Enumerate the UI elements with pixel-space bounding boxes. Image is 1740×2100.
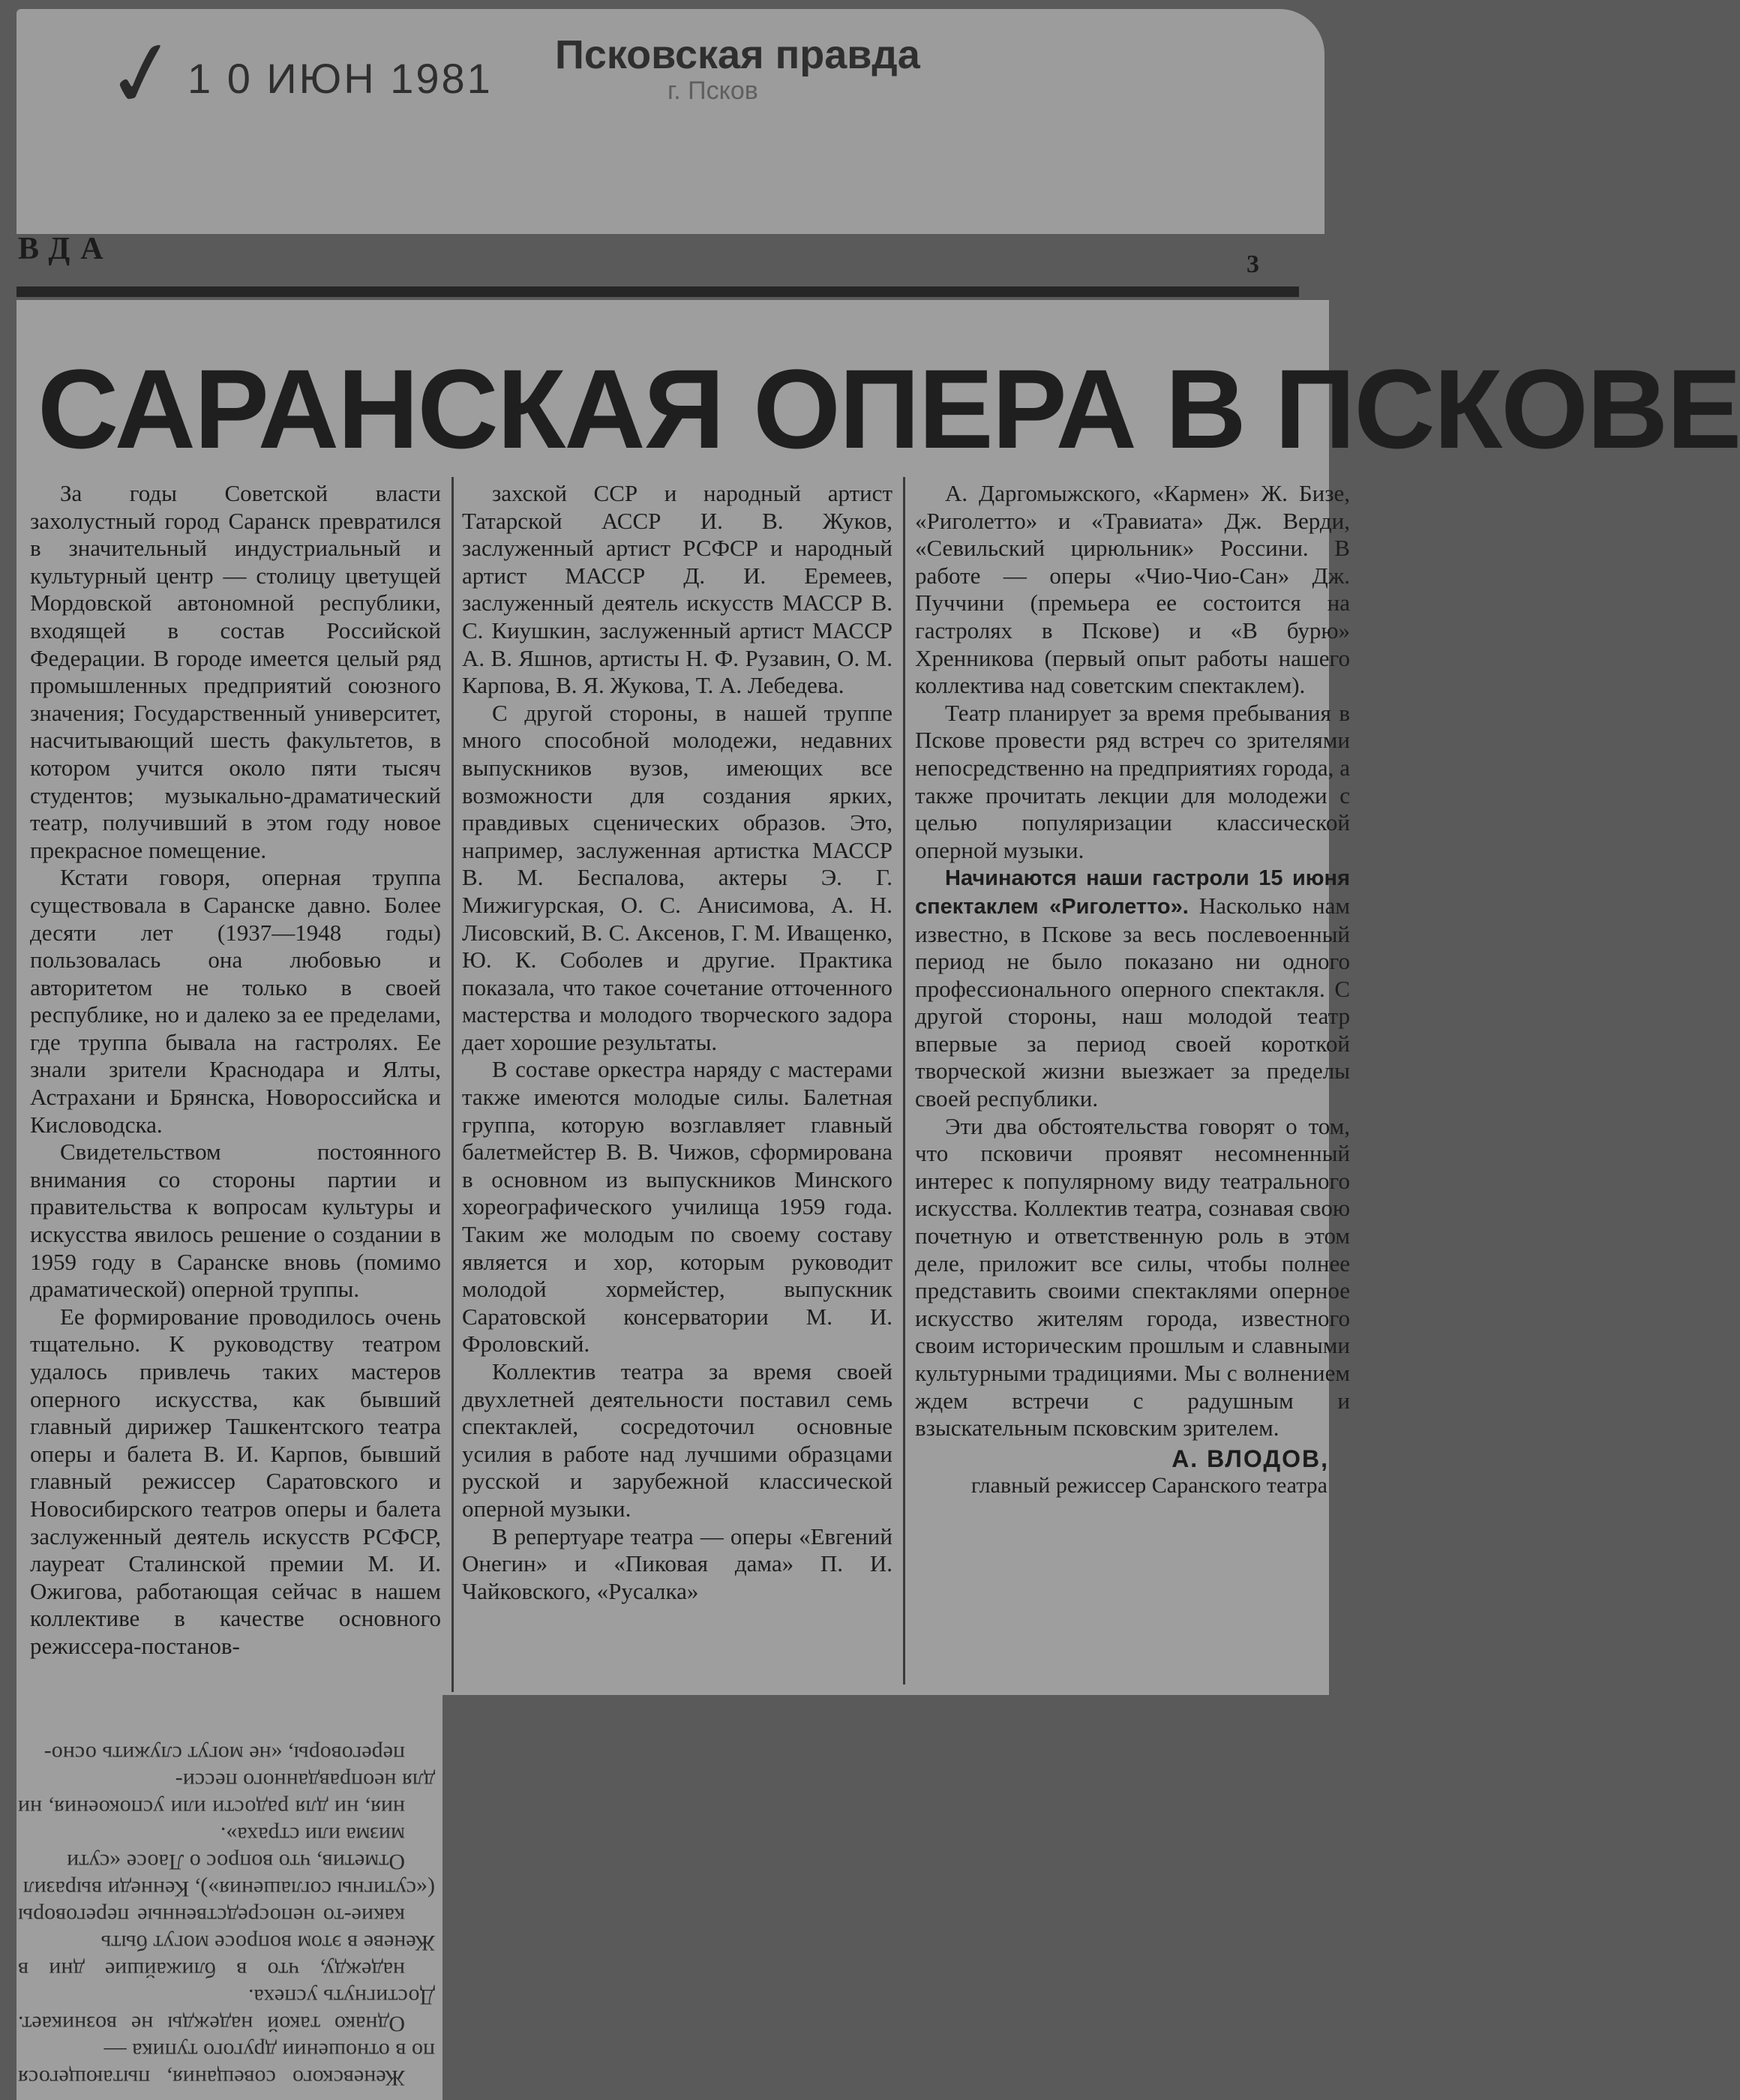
column-divider bbox=[903, 477, 905, 1684]
paragraph: Ее формирование проводилось очень тщательно. К руководству театром удалось привлечь таких мастеров оперного искусства, как бывший главный дирижер Ташкентского театра оперы и балета В. И. Карпов, бывший главный режиссер Саратовского и Новосибирского театров оперы и балета заслуженный деятель искусств РСФСР, лауреат Сталинской премии М. И. Ожигова, работающая сейчас в нашем коллективе в качестве основного режиссера-постанов- bbox=[30, 1303, 441, 1659]
bleed-line: надежду, что в ближайшие дни в Женеве в этом вопросе могут быть bbox=[18, 1930, 435, 1982]
masthead-fragment: ВДА bbox=[18, 232, 114, 266]
article-column-1 bbox=[30, 480, 441, 1660]
column-divider bbox=[452, 477, 454, 1692]
city-stamp: г. Псков bbox=[668, 76, 758, 105]
paragraph: Свидетельством постоянного внимания со стороны партии и правительства к вопросам культуры и искусства явилось решение о создании в 1959 году в Саранске вновь (помимо драматической) оперной труппы. bbox=[30, 1138, 441, 1303]
author-role: главный режиссер Саранского театра bbox=[970, 1473, 1328, 1498]
paragraph: В составе оркестра наряду с мастерами также имеются молодые силы. Балетная группа, которую возглавляет главный балетмейстер В. В. Чижов, сформирована в основном из выпускников Минского хореографического училища 1959 года. Таким же молодым по своему составу является и хор, которым руководит молодой хормейстер, выпускник Саратовской консерватории М. И. Фроловский. bbox=[462, 1056, 892, 1358]
paragraph: Коллектив театра за время своей двухлетней деятельности поставил семь спектаклей, сосредоточил основные усилия в работе над лучшими образцами русской и зарубежной классической оперной музыки. bbox=[462, 1358, 892, 1522]
paragraph: Кстати говоря, оперная труппа существовала в Саранске давно. Более десяти лет (1937—1948 годы) пользовалась она любовью и авторитетом не только в своей республике, но и далеко за ее пределами, где труппа бывала на гастролях. Ее знали зрители Краснодара и Ялты, Астрахани и Брянска, Новороссийска и Кисловодска. bbox=[30, 864, 441, 1138]
paragraph: В репертуаре театра — оперы «Евгений Онегин» и «Пиковая дама» П. И. Чайковского, «Русалка» bbox=[462, 1522, 892, 1604]
lead-sentence: Начинаются наши гастроли 15 июня спектаклем «Риголетто». bbox=[915, 866, 1350, 919]
paragraph-text: Насколько нам известно, в Пскове за весь послевоенный период не было показано ни одного профессионального оперного спектакля. С другой стороны, наш молодой театр впервые за период своей короткой творческой жизни выезжает за пределы своей республики. bbox=[915, 892, 1351, 1112]
paragraph: За годы Советской власти захолустный город Саранск превратился в значительный индустриальный и культурный центр — столицу цветущей Мордовской автономной республики, входящей в состав Российской Федерации. В городе имеется целый ряд промышленных предприятий союзного значения; Государственный университет, насчитывающий шесть факультетов, в котором учится около пяти тысяч студентов; музыкально-драматический театр, получивший в этом году новое прекрасное помещение. bbox=[30, 480, 441, 863]
paragraph: А. Даргомыжского, «Кармен» Ж. Бизе, «Риголетто» и «Травиата» Дж. Верди, «Севильский цирюльник» Россини. В работе — оперы «Чио-Чио-Сан» Дж. Пуччини (премьера ее состоится на гастролях в Пскове) и «В бурю» Хренникова (первый опыт работы нашего коллектива над советским спектаклем). bbox=[915, 480, 1350, 699]
paragraph: Театр планирует за время пребывания в Пскове провести ряд встреч со зрителями непосредственно на предприятиях города, а также прочитать лекции для молодежи с целью популяризации классической оперной музыки. bbox=[915, 699, 1350, 863]
paragraph: захской ССР и народный артист Татарской АССР И. В. Жуков, заслуженный артист РСФСР и народный артист МАССР Д. И. Еремеев, заслуженный деятель искусств МАССР В. С. Киушкин, заслуженный артист МАССР А. В. Яшнов, артисты Н. Ф. Рузавин, О. М. Карпова, В. Я. Жукова, Т. А. Лебедева. bbox=[462, 480, 892, 699]
bleed-line: Однако такой надежды не возникает. Достигнуть успеха. bbox=[18, 1984, 435, 2036]
bleed-line: какие-то непосредственные переговоры («сутигны соглашения»), Кеннеди выразил bbox=[18, 1876, 435, 1928]
bleed-line: переговоры, «не могут служить осно- bbox=[44, 1742, 405, 1766]
bleed-through-text bbox=[18, 1686, 435, 2091]
headline: САРАНСКАЯ ОПЕРА В ПСКОВЕ bbox=[38, 346, 1740, 472]
paragraph: Эти два обстоятельства говорят о том, что псковичи проявят несомненный интерес к популярному виду театрального искусства. Коллектив театра, сознавая свою почетную и ответственную роль в этом деле, приложит все силы, чтобы полнее представить своими спектаклями оперное искусство жителям города, известного своим историческим прошлым и славными культурными традициями. Мы с волнением ждем встречи с радушным и взыскательным псковским зрителем. bbox=[915, 1112, 1350, 1442]
bleed-line: Отметив, что вопрос о Лаосе «сути bbox=[67, 1850, 405, 1874]
paragraph bbox=[915, 864, 1350, 1112]
masthead-rule bbox=[16, 286, 1299, 297]
date-stamp: 1 0 ИЮН 1981 bbox=[188, 55, 493, 102]
handwritten-check-mark: ✓ bbox=[97, 19, 189, 130]
page-number: 3 bbox=[1246, 250, 1259, 278]
paragraph: С другой стороны, в нашей труппе много способной молодежи, недавних выпускников вузов, имеющих все возможности для создания ярких, правдивых сценических образов. Это, например, заслуженная артистка МАССР В. М. Беспалова, актеры Э. Г. Мижигурская, О. С. Анисимова, А. Н. Лисовский, В. С. Аксенов, Г. М. Иващенко, Ю. К. Соболев и другие. Практика показала, что такое сочетание отточенного мастерства и молодого творческого задора дает хорошие результаты. bbox=[462, 699, 892, 1055]
author-name: А. ВЛОДОВ, bbox=[1172, 1444, 1329, 1472]
bleed-line: ния, ни для радости или успокоения, ни для неоправданного песси- bbox=[18, 1768, 435, 1820]
newspaper-name-stamp: Псковская правда bbox=[555, 32, 920, 77]
bleed-line: мизма или страха». bbox=[220, 1822, 405, 1847]
article-column-2 bbox=[462, 480, 892, 1605]
article-column-3 bbox=[915, 480, 1350, 1499]
bleed-line: Женевского совещания, пытающегося по в отношении другого тупика — bbox=[18, 2038, 435, 2090]
